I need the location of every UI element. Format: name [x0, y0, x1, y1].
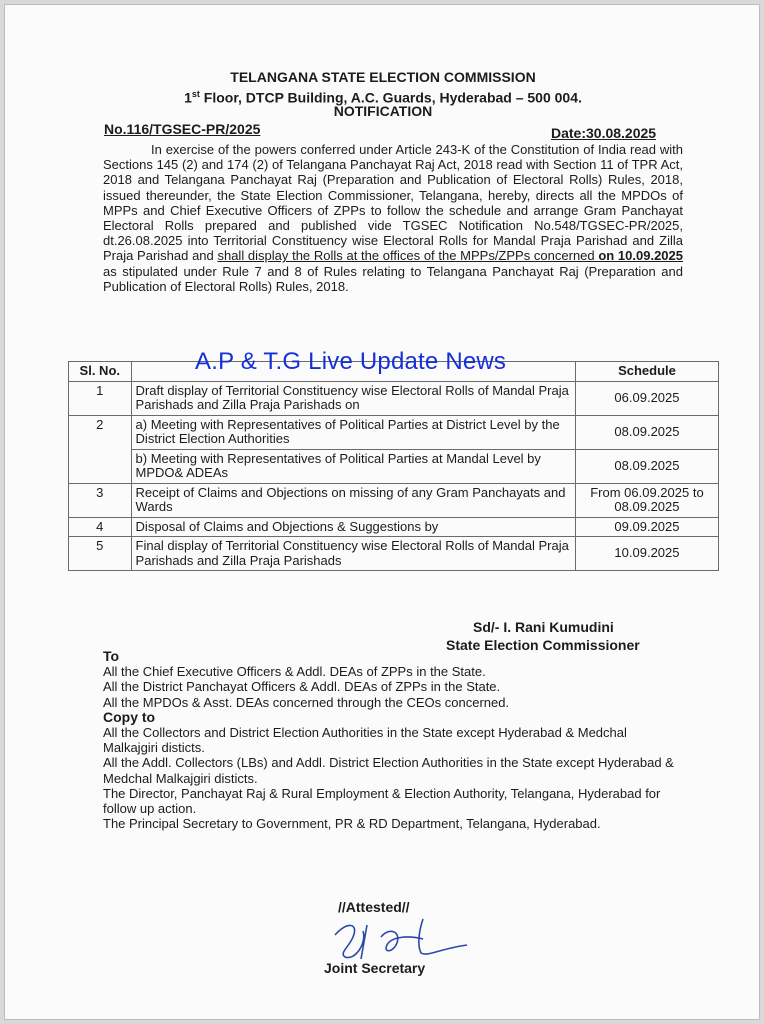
notification-number: No.116/TGSEC-PR/2025 — [104, 121, 261, 137]
org-name: TELANGANA STATE ELECTION COMMISSION — [230, 69, 536, 85]
table-row: 4 Disposal of Claims and Objections & Suggestions by 09.09.2025 — [69, 517, 719, 537]
header-sl-no: Sl. No. — [69, 362, 132, 382]
notification-date: Date:30.08.2025 — [551, 125, 657, 141]
copy-to-heading: Copy to — [103, 708, 156, 725]
to-heading: To — [103, 648, 120, 664]
list-item: All the District Panchayat Officers & Addl. DEAs of ZPPs in the State. — [103, 679, 501, 695]
list-item: All the MPDOs & Asst. DEAs concerned through the CEOs concerned. — [103, 694, 510, 710]
list-item: All the Addl. Collectors (LBs) and Addl. District Election Authorities in the State except Hyderabad & Medchal Malkajgiri disticts. — [103, 755, 674, 786]
signatory-name: Sd/- I. Rani Kumudini — [473, 619, 614, 635]
table-row: 1 Draft display of Territorial Constituency wise Electoral Rolls of Mandal Praja Parishads and Zilla Praja Parishads on 06.09.2025 — [69, 381, 719, 415]
table-row: 3 Receipt of Claims and Objections on missing of any Gram Panchayats and Wards From 06.09.2025 to 08.09.2025 — [69, 483, 719, 517]
org-address: 1st Floor, DTCP Building, A.C. Guards, Hyderabad – 500 004. — [184, 89, 582, 106]
handwritten-signature — [327, 913, 477, 963]
notification-body: In exercise of the powers conferred under Article 243-K of the Constitution of India read with Sections 145 (2) and 174 (2) of Telangana Panchayat Raj Act, 2018 read with Section 11 of TPR Act, 2018 and Telangana Panchayat Raj (Preparation and Publication of Electoral Rolls) Rules, 2018, issued thereunder, the State Election Commissioner, Telangana, hereby, directs all the MPDOs of MPPs and Chief Executive Officers of ZPPs to follow the schedule and arrange Gram Panchayat Electoral Rolls prepared and published vide TGSEC Notification No.548/TGSEC-PR/2025, dt.26.08.2025 into Territorial Constituency wise Electoral Rolls for Mandal Praja Parishad and Zilla Praja Parishad and shall display the Rolls at the offices of the MPPs/ZPPs concerned on 10.09.2025 as stipulated under Rule 7 and 8 of Rules relating to Telangana Panchayat Raj (Preparation and Publication of Electoral Rolls) Rules, 2018. — [103, 142, 683, 294]
header-schedule: Schedule — [575, 362, 718, 382]
notification-page — [4, 4, 760, 1020]
table-row: 5 Final display of Territorial Constituency wise Electoral Rolls of Mandal Praja Parishads and Zilla Praja Parishads 10.09.2025 — [69, 537, 719, 571]
schedule-table — [68, 361, 719, 571]
watermark-text: A.P & T.G Live Update News — [195, 348, 507, 375]
signatory-designation: State Election Commissioner — [446, 637, 640, 653]
document-type: NOTIFICATION — [333, 103, 433, 119]
list-item: The Director, Panchayat Raj & Rural Employment & Election Authority, Telangana, Hyderabad for follow up action. — [103, 785, 661, 817]
table-row: b) Meeting with Representatives of Political Parties at Mandal Level by MPDO& ADEAs 08.09.2025 — [69, 449, 719, 483]
attesting-designation: Joint Secretary — [324, 960, 426, 976]
list-item: All the Collectors and District Election Authorities in the State except Hyderabad & Medchal Malkajgiri disticts. — [103, 725, 627, 756]
attested-label: //Attested// — [338, 899, 410, 915]
table-row: 2 a) Meeting with Representatives of Political Parties at District Level by the District Election Authorities 08.09.2025 — [69, 415, 719, 449]
to-section — [103, 649, 683, 831]
list-item: The Principal Secretary to Government, PR & RD Department, Telangana, Hyderabad. — [103, 816, 601, 832]
list-item: All the Chief Executive Officers & Addl. DEAs of ZPPs in the State. — [103, 664, 486, 680]
